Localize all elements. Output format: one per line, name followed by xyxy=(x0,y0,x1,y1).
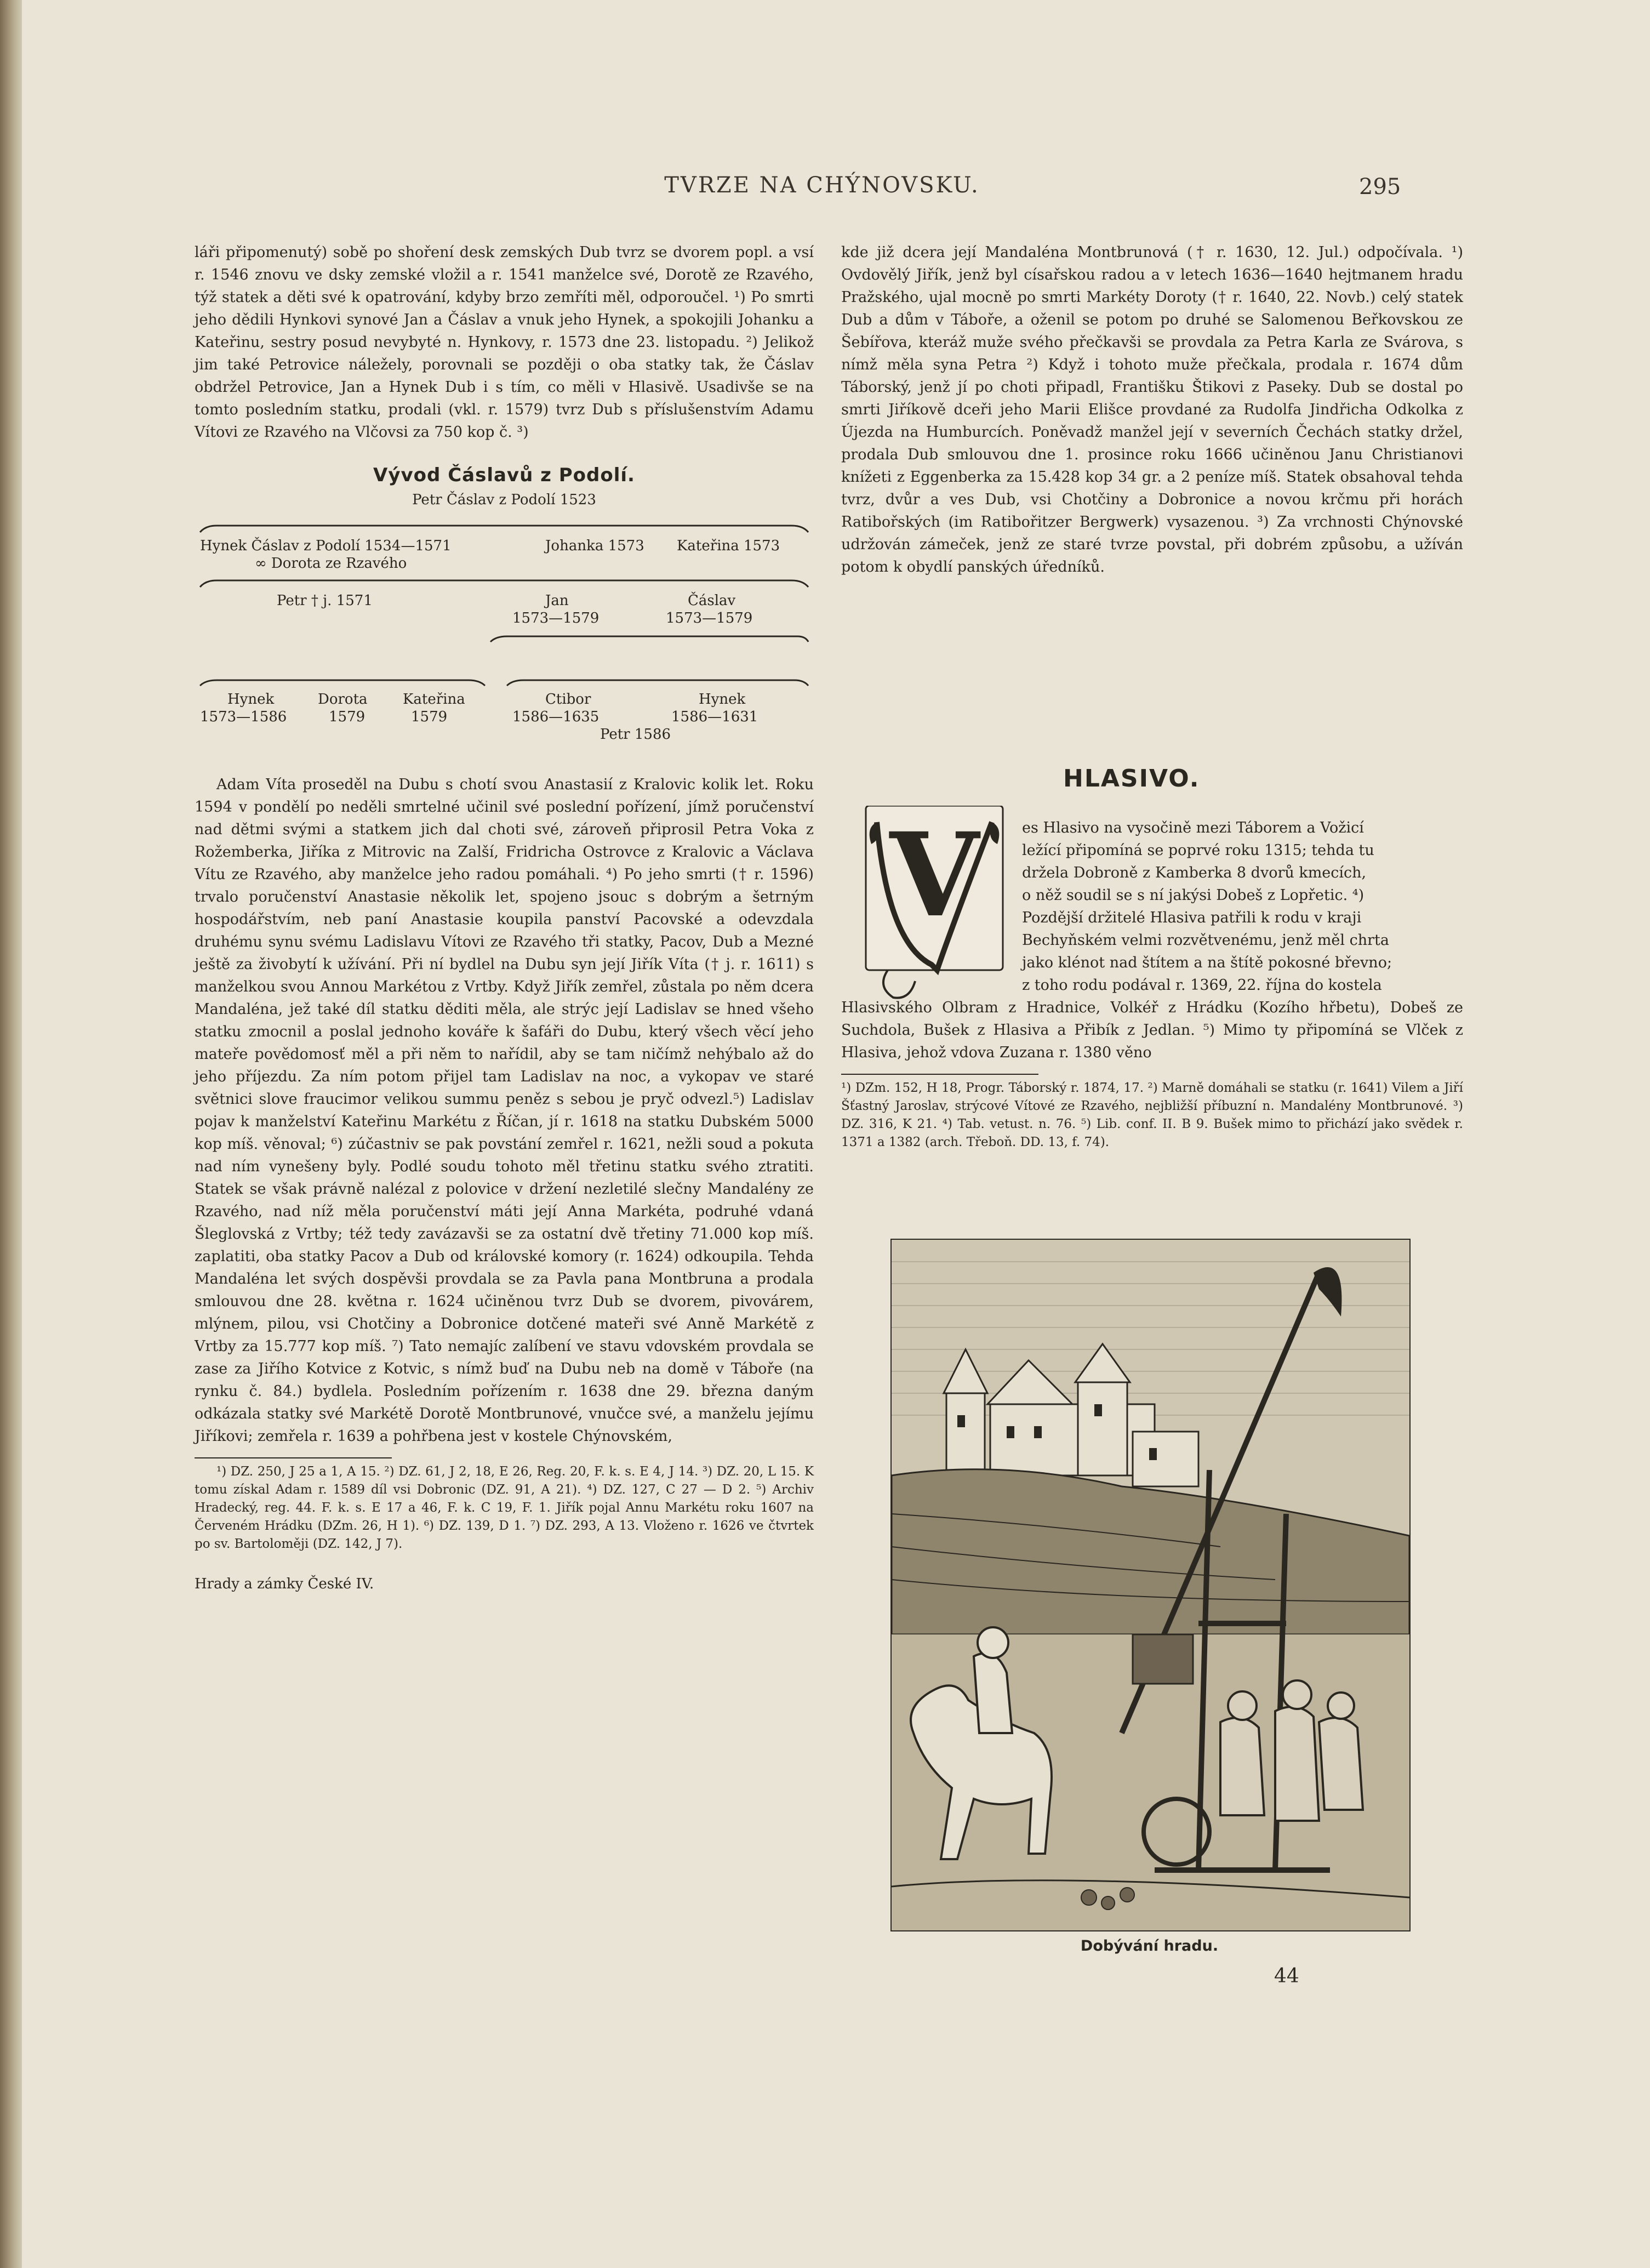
gen3-petr: Petr † j. 1571 xyxy=(277,592,373,609)
gen4-katerina: Kateřina xyxy=(403,691,465,708)
bracket-gen3 xyxy=(200,580,808,587)
genealogy-tree xyxy=(195,521,814,773)
gen4-hynek-years: 1573—1586 xyxy=(200,709,287,725)
footnote-rule-right xyxy=(841,1074,1038,1075)
hl-line-7: jako klénot nad štítem a na štítě pokosné břevno; xyxy=(1022,954,1392,971)
hl-line-4: o něž soudil se s ní jakýsi Dobeš z Lopřetic. ⁴) xyxy=(1022,887,1364,904)
hl-line-6: Bechyňském velmi rozvětvenému, jenž měl chrta xyxy=(1022,932,1389,949)
hl-line-8: z toho rodu podával r. 1369, 22. října do kostela xyxy=(1022,977,1382,994)
signature-number: 44 xyxy=(1274,1965,1299,1987)
gen4-hynek2-years: 1586—1631 xyxy=(671,709,758,725)
footnote-rule xyxy=(195,1457,392,1458)
bracket-gen2 xyxy=(200,526,808,532)
section-title-hlasivo: HLASIVO. xyxy=(1063,765,1200,793)
dropcap-letter: V xyxy=(889,807,979,943)
hl-line-5: Pozdější držitelé Hlasiva patřili k rodu v kraji xyxy=(1022,909,1362,926)
book-binding xyxy=(0,0,22,2268)
left-paragraph-1: láři připomenutý) sobě po shoření desk zemských Dub tvrz se dvorem popl. a vsí r. 1546 znovu ve dsky zemské vložil a r. 1541 manželce své, Dorotě ze Rzavého, týž statek a děti své k opatrování, kdyby brzo zemříti měl, odporoučel. ¹) Po smrti jeho dědili Hynkovi synové Jan a Čáslav a vnuk jeho Hynek, a spokojili Johanku a Kateřinu, sestry posud nevybyté n. Hynkovy, r. 1573 dne 23. listopadu. ²) Jelikož jim také Petrovice náležely, porovnali se později o oba statky tak, že Čáslav obdržel Petrovice, Jan a Hynek Dub i s tím, co měli v Hlasivě. Usadivše se na tomto posledním statku, prodali (vkl. r. 1579) tvrz Dub s příslušenstvím Adamu Vítovi ze Rzavého na Vlčovsi za 750 kop č. ³) xyxy=(195,244,814,441)
hl-line-1: es Hlasivo na vysočině mezi Táborem a Vožicí xyxy=(1022,819,1364,836)
gen4-hynek: Hynek xyxy=(227,691,275,708)
gen4-ctibor-years: 1586—1635 xyxy=(512,709,600,725)
gen4-dorota-years: 1579 xyxy=(329,709,366,725)
left-paragraph-2: Adam Víta proseděl na Dubu s chotí svou Anastasií z Kralovic kolik let. Roku 1594 v pondělí po neděli smrtelné učinil své poslední pořízení, jímž poručenství nad dětmi svými a statkem jich dal choti své, zároveň připrosil Petra Voka z Rožemberka, Jiříka z Mitrovic na Zalší, Fridricha Ostrovce z Kralovic a Václava Vítu ze Rzavého, aby manželce jeho radou pomáhali. ⁴) Po jeho smrti († r. 1596) trvalo poručenství Anastasie několik let, spojeno jsouc s dobrým a šetrným hospodářstvím, neb paní Anastasie koupila panství Pacovské a odevzdala druhému synu svému Ladislavu Vítovi ze Rzavého tři statky, Pacov, Dub a Mezné ještě za živobytí k užívání. Při ní bydlel na Dubu syn její Jiřík Víta († j. r. 1611) s manželkou svou Annou Markétou z Vrtby. Když Jiřík zemřel, zůstala po něm dcera Mandaléna, jež také díl statku děditi měla, ale strýc její Ladislav se hned všeho statku zmocnil a poslal jednoho kováře k šafáři do Dubu, který všech věcí jeho mateře povědomosť měl a při něm to nařídil, aby se tam ničímž nehýbalo až do jeho příjezdu. Za ním potom přijel tam Ladislav na noc, a vykopav ve staré světnici slove fraucimor velikou summu peněz s sebou je pryč odvezl.⁵) Ladislav pojav k manželství Kateřinu Markétu z Říčan, jí r. 1618 na statku Dubském 5000 kop míš. věnoval; ⁶) zúčastniv se pak povstání zemřel r. 1621, nežli soud a pokuta nad ním vynešeny byly. Podlé soudu tohoto měl třetinu statku svého ztratiti. Statek se však právně nalézal z polovice v držení nezletilé slečny Mandalény ze Rzavého, nad níž měla poručenství máti její Anna Markéta, podruhé vdaná Šleglovská z Vrtby; též tedy zavázavši se za ostatní dvě třetiny 71.000 kop míš. zaplatiti, oba statky Pacov a Dub od královské komory (r. 1624) odkoupila. Tehda Mandaléna let svých dospěvši provdala se za Pavla pana Montbruna a prodala smlouvou dne 28. května r. 1624 učiněnou tvrz Dub se dvorem, pivovárem, mlýnem, pilou, vsi Chotčiny a Dobronice dotčené mateři své Anně Markétě z Vrtby za 15.777 kop míš. ⁷) Tato nemajíc zalíbení ve stavu vdovském provdala se zase za Jiřího Kotvice z Kotvic, s nímž buď na Dubu neb na domě v Táboře (na rynku č. 84.) bydlela. Posledním pořízením r. 1638 dne 29. března daným odkázala statky své Markétě Dorotě Montbrunové, vnučce své, a manželu jejímu Jiříkovi; zemřela r. 1639 a pohřbena jest v kostele Chýnovském, xyxy=(195,776,814,1445)
genealogy-root: Petr Čáslav z Podolí 1523 xyxy=(412,492,596,508)
hl-line-3: držela Dobroně z Kamberka 8 dvorů kmecích, xyxy=(1022,864,1367,881)
gen4-katerina-years: 1579 xyxy=(411,709,448,725)
book-footer: Hrady a zámky České IV. xyxy=(195,1576,374,1592)
bracket-gen4-left xyxy=(200,680,485,686)
gen2-johanka: Johanka 1573 xyxy=(545,538,644,554)
gen4-hynek2: Hynek xyxy=(699,691,746,708)
hl-paragraph-rest: Hlasivského Olbram z Hradnice, Volkéř z Hrádku (Kozího hřbetu), Dobeš ze Suchdola, Bušek z Hlasiva a Přibík z Jedlan. ⁵) Mimo ty připomíná se Vlček z Hlasiva, jehož vdova Zuzana r. 1380 věno xyxy=(841,999,1463,1061)
gen4-petr: Petr 1586 xyxy=(600,726,671,743)
gen4-dorota: Dorota xyxy=(318,691,368,708)
bracket-gen3-right xyxy=(490,636,808,642)
gen2-katerina: Kateřina 1573 xyxy=(677,538,780,554)
illustration-caption: Dobývání hradu. xyxy=(1080,1938,1219,1954)
siege-engraving xyxy=(890,1239,1411,1931)
hl-line-2: ležící připomíná se poprvé roku 1315; tehda tu xyxy=(1022,842,1374,859)
running-header-title: TVRZE NA CHÝNOVSKU. xyxy=(664,173,980,198)
gen3-jan: Jan xyxy=(545,592,569,609)
hlasivo-text xyxy=(841,817,1463,1152)
right-column xyxy=(841,241,1463,578)
gen2-hynek: Hynek Čáslav z Podolí 1534—1571 xyxy=(200,538,452,554)
gen3-jan-years: 1573—1579 xyxy=(512,610,600,626)
gen3-caslav-years: 1573—1579 xyxy=(666,610,753,626)
left-footnotes: ¹) DZ. 250, J 25 a 1, A 15. ²) DZ. 61, J 2, 18, E 26, Reg. 20, F. k. s. E 4, J 14. ³) DZ. 20, L 15. K tomu získal Adam r. 1589 díl vsi Dobronic (DZ. 91, A 21). ⁴) DZ. 127, C 27 — D 2. ⁵) Archiv Hradecký, reg. 44. F. k. s. E 17 a 46, F. k. C 19, F. 1. Jiřík pojal Annu Markétu roku 1607 na Červeném Hrádku (DZm. 26, H 1). ⁶) DZ. 139, D 1. ⁷) DZ. 293, A 13. Vloženo r. 1626 ve čtvrtek po sv. Bartoloměji (DZ. 142, J 7). xyxy=(195,1464,814,1551)
gen2-dorota: ∞ Dorota ze Rzavého xyxy=(255,555,407,572)
left-column xyxy=(195,241,814,1595)
gen4-ctibor: Ctibor xyxy=(545,691,591,708)
page-number: 295 xyxy=(1359,174,1401,200)
right-footnotes: ¹) DZm. 152, H 18, Progr. Táborský r. 1874, 17. ²) Marně domáhali se statku (r. 1641) Vilem a Jiří Šťastný Jaroslav, strýcové Vítové ze Rzavého, nejbližší příbuzní n. Mandalény Montbrunové. ³) DZ. 316, K 21. ⁴) Tab. vetust. n. 76. ⁵) Lib. conf. II. B 9. Bušek mimo to přichází jako svědek r. 1371 a 1382 (arch. Třeboň. DD. 13, f. 74). xyxy=(841,1081,1463,1149)
bracket-gen4-right xyxy=(507,680,808,686)
genealogy-title: Vývod Čáslavů z Podolí. xyxy=(373,464,635,486)
right-paragraph-1: kde již dcera její Mandaléna Montbrunová († r. 1630, 12. Jul.) odpočívala. ¹) Ovdovělý Jiřík, jenž byl císařskou radou a v letech 1636—1640 hejtmanem hradu Pražského, ujal mocně po smrti Markéty Doroty († r. 1640, 22. Novb.) celý statek Dub a dům v Táboře, a oženil se potom po druhé se Salomenou Beřkovskou ze Šebířova, kteráž muže svého přečkavši se provdala za Petra Karla ze Svárova, s nímž měla syna Petra ²) Když i tohoto muže přečkala, prodala r. 1674 dům Táborský, jenž jí po choti připadl, Františku Štikovi z Paseky. Dub se dostal po smrti Jiříkově dceři jeho Marii Elišce provdané za Rudolfa Jindřicha Odkolka z Újezda na Humburcích. Poněvadž manžel její v severních Čechách statky držel, prodala Dub smlouvou dne 1. prosince roku 1666 učiněnou Janu Christianovi knížeti z Eggenberka za 15.428 kop 34 gr. a 2 peníze míš. Statek obsahoval tehda tvrz, dvůr a ves Dub, vsi Chotčiny a Dobronice a novou krčmu při horách Ratibořských (im Ratibořitzer Bergwerk) vysazenou. ³) Za vrchnosti Chýnovské udržován zámeček, jenž ze staré tvrze povstal, při dobrém způsobu, a užíván potom k obydlí panských úředníků. xyxy=(841,244,1463,575)
gen3-caslav: Čáslav xyxy=(688,592,736,609)
